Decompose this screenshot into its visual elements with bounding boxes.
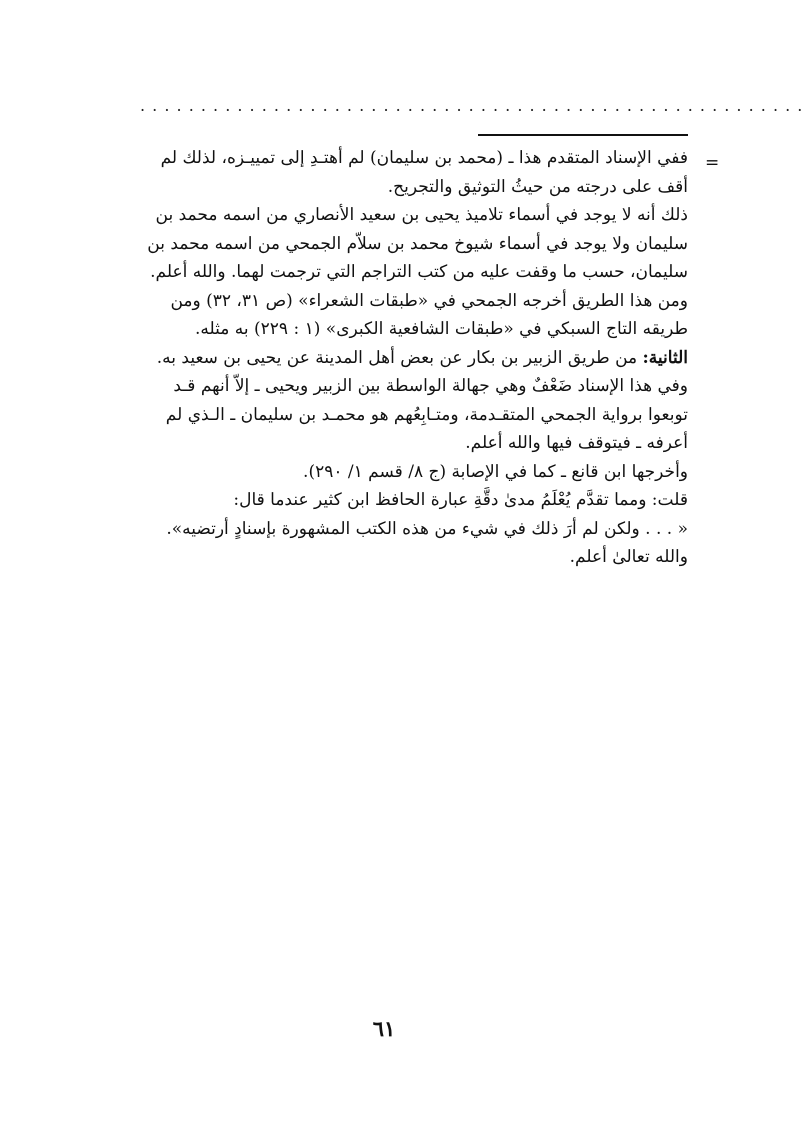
paragraph-jumahi: ومن هذا الطريق أخرجه الجمحي في «طبقات الشعراء» (ص ٣١، ٣٢) ومن طريقه التاج السبكي في «طبقات الشافعية الكبرى» (١ : ٢٢٩) به مثله.: [170, 290, 688, 339]
paragraph-isnad: ففي الإسناد المتقدم هذا ـ (محمد بن سليمان) لم أهتـدِ إلى تمييـزه، لذلك لم أقف على درجته من حيثُ التوثيق والتجريح.: [160, 148, 688, 197]
paragraph-explanation: ذلك أنه لا يوجد في أسماء تلاميذ يحيى بن سعيد الأنصاري من اسمه محمد بن سليمان ولا يوجد في أسماء شيوخ محمد بن سلاّم الجمحي من اسمه محمد بن سليمان، حسب ما وقفت عليه من كتب التراجم التي ترجمت لهما. والله أعلم.: [147, 205, 688, 282]
header-rule: [478, 134, 688, 136]
header-dotted-line: . . . . . . . . . . . . . . . . . . . . . . . . . . . . . . . . . . . . . . . . . . . . . . . . . . . . . . .: [140, 96, 803, 115]
paragraph-ibn-qani: وأخرجها ابن قانع ـ كما في الإصابة (ج ٨/ قسم ١/ ٢٩٠).: [303, 461, 688, 482]
paragraph-thaniya: [132, 344, 688, 373]
main-text: [132, 144, 688, 572]
paragraph-qultu: قلت: ومما تقدَّم يُعْلَمُ مدىٰ دقَّةِ عبارة الحافظ ابن كثير عندما قال:: [233, 490, 688, 510]
paragraph-closing: والله تعالىٰ أعلم.: [569, 547, 688, 567]
page-number: ٦١: [372, 1016, 396, 1041]
thaniya-text: من طريق الزبير بن بكار عن بعض أهل المدينة عن يحيى بن سعيد به.: [156, 347, 643, 368]
thaniya-label: الثانية:: [642, 347, 688, 368]
paragraph-weakness: وفي هذا الإسناد ضَعْفٌ وهي جهالة الواسطة بين الزبير ويحيى ـ إلاّ أنهم قـد توبعوا برواية الجمحي المتقـدمة، ومتـابِعُهم هو محمـد بن سليمان ـ الـذي لم أعرفه ـ فيتوقف فيها والله أعلم.: [165, 376, 688, 453]
continuation-mark: =: [705, 153, 720, 173]
paragraph-quote: « . . . ولكن لم أرَ ذلك في شيء من هذه الكتب المشهورة بإسنادٍ أرتضيه».: [166, 518, 688, 539]
